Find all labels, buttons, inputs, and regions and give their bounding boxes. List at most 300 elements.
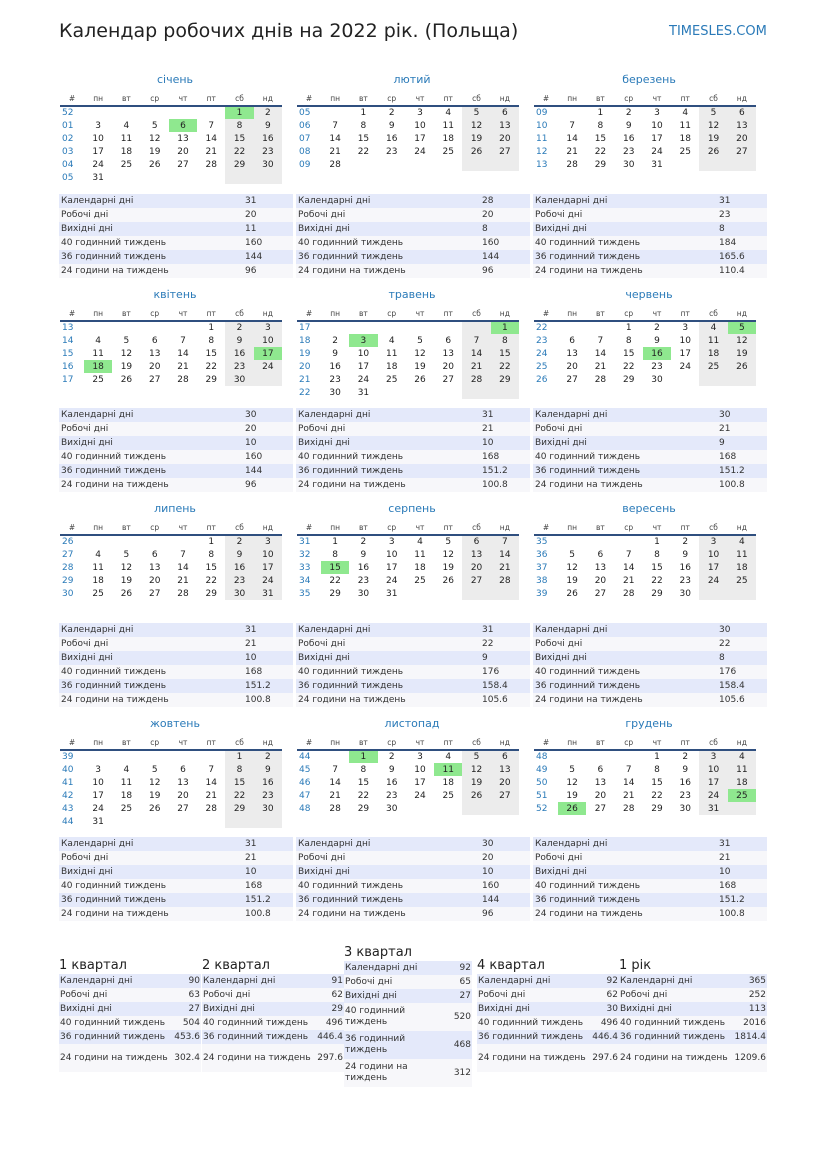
empty-cell xyxy=(586,535,614,548)
day-cell: 19 xyxy=(120,361,133,372)
month-name: лютий xyxy=(393,73,431,86)
week-row xyxy=(60,802,282,815)
week-row xyxy=(534,763,756,776)
day-cell: 8 xyxy=(332,549,338,560)
stat-value: 28 xyxy=(482,196,494,206)
stat-row xyxy=(296,450,530,464)
day-cell: 9 xyxy=(388,120,395,131)
weekday-header: # xyxy=(534,92,558,106)
stat-row xyxy=(296,865,530,879)
empty-cell xyxy=(197,815,225,828)
stat-label: Календарні дні xyxy=(620,975,693,986)
weekday-header: пт xyxy=(434,736,462,750)
day-cell: 18 xyxy=(92,575,104,586)
week-row xyxy=(534,587,756,600)
stat-value: 100.8 xyxy=(245,909,271,919)
brand-link[interactable]: TIMESLES.COM xyxy=(669,24,767,39)
day-cell: 26 xyxy=(148,159,161,170)
stat-row xyxy=(296,464,530,478)
weekday-header: пт xyxy=(197,521,225,535)
stat-row xyxy=(296,623,530,637)
stat-value: 22 xyxy=(719,639,731,649)
day-cell: 29 xyxy=(225,158,253,171)
day-cell: 25 xyxy=(120,159,133,170)
weekday-header: нд xyxy=(254,92,282,106)
stat-value: 520 xyxy=(453,1011,471,1022)
day-cell: 7 xyxy=(625,549,632,560)
week-number: 44 xyxy=(299,752,311,762)
weekday-header: # xyxy=(297,92,321,106)
week-row xyxy=(60,763,282,776)
stat-value: 21 xyxy=(245,639,257,649)
week-row xyxy=(534,776,756,789)
day-cell: 6 xyxy=(728,106,756,119)
weekday-header: # xyxy=(534,736,558,750)
day-cell: 12 xyxy=(120,348,133,359)
weekday-header: чт xyxy=(406,92,434,106)
stat-value: 96 xyxy=(482,266,494,276)
weekday-header: чт xyxy=(406,521,434,535)
empty-cell xyxy=(169,321,197,334)
day-cell: 28 xyxy=(566,159,578,170)
stat-row xyxy=(59,408,293,422)
day-cell: 14 xyxy=(566,133,578,144)
weekday-header: нд xyxy=(728,92,756,106)
stat-label: Календарні дні xyxy=(61,625,134,635)
stat-label: Вихідні дні xyxy=(61,653,113,663)
day-cell: 10 xyxy=(254,334,282,347)
week-row xyxy=(60,145,282,158)
stat-label: Робочі дні xyxy=(620,989,668,1000)
stat-value: 151.2 xyxy=(482,466,508,476)
day-cell: 19 xyxy=(120,575,133,586)
stat-value: 31 xyxy=(719,196,731,206)
day-cell: 7 xyxy=(625,764,632,775)
stat-label: Робочі дні xyxy=(478,989,526,1000)
stat-value: 31 xyxy=(245,196,257,206)
stat-label: 36 годинний тиждень xyxy=(61,252,167,262)
period-summary xyxy=(477,958,619,1072)
stat-value: 20 xyxy=(245,210,257,220)
period-summary xyxy=(344,945,472,1087)
weekday-header: вт xyxy=(349,521,377,535)
month-calendar xyxy=(60,716,290,828)
day-cell: 18 xyxy=(728,776,756,789)
day-cell: 13 xyxy=(442,348,454,359)
empty-cell xyxy=(699,158,727,171)
stat-label: 24 години на тиждень xyxy=(61,266,169,276)
stat-value: 96 xyxy=(245,266,257,276)
day-cell: 21 xyxy=(491,561,519,574)
day-cell: 20 xyxy=(594,790,607,801)
day-cell: 22 xyxy=(357,790,370,801)
day-cell: 30 xyxy=(225,587,253,600)
weekday-header: пт xyxy=(671,736,699,750)
day-cell: 8 xyxy=(208,335,215,346)
day-cell: 22 xyxy=(205,361,217,372)
day-cell: 3 xyxy=(417,108,423,118)
day-cell: 7 xyxy=(208,120,215,131)
stat-row xyxy=(533,236,767,250)
day-cell: 8 xyxy=(225,763,253,776)
day-cell: 10 xyxy=(357,348,370,359)
day-cell: 20 xyxy=(594,575,607,586)
stat-label: 24 години на тиждень xyxy=(61,480,169,490)
stat-row xyxy=(296,893,530,907)
day-cell: 27 xyxy=(566,374,578,385)
day-cell: 6 xyxy=(597,549,604,560)
week-number: 11 xyxy=(536,133,548,144)
week-number: 40 xyxy=(62,764,74,775)
day-cell: 30 xyxy=(225,373,253,386)
day-cell: 12 xyxy=(462,763,490,776)
stat-label: Вихідні дні xyxy=(61,224,113,234)
stat-label: Робочі дні xyxy=(535,639,583,649)
week-number: 38 xyxy=(536,575,548,586)
weekday-header: вт xyxy=(349,92,377,106)
day-cell: 8 xyxy=(225,119,253,132)
day-cell: 30 xyxy=(651,374,663,385)
day-cell: 21 xyxy=(177,575,189,586)
day-cell: 10 xyxy=(651,120,663,131)
week-row xyxy=(60,321,282,334)
stat-row xyxy=(533,264,767,278)
stat-row xyxy=(296,408,530,422)
stat-label: 40 годинний тиждень xyxy=(60,1017,166,1028)
stat-row xyxy=(202,974,344,988)
week-row xyxy=(534,132,756,145)
stat-value: 100.8 xyxy=(482,480,508,490)
day-cell: 2 xyxy=(360,537,367,547)
week-number: 36 xyxy=(536,549,548,560)
day-cell: 20 xyxy=(148,361,161,372)
empty-cell xyxy=(558,750,586,763)
stat-value: 504 xyxy=(182,1017,200,1028)
stat-label: Робочі дні xyxy=(61,853,109,863)
day-cell: 23 xyxy=(329,374,341,385)
day-cell: 25 xyxy=(385,374,398,385)
stat-value: 21 xyxy=(482,424,494,434)
weekday-header: нд xyxy=(254,736,282,750)
week-row xyxy=(534,360,756,373)
stat-value: 30 xyxy=(719,625,731,635)
stat-label: Календарні дні xyxy=(298,196,371,206)
stat-row xyxy=(59,1002,201,1016)
stat-label: Календарні дні xyxy=(535,839,608,849)
weekday-header: сб xyxy=(699,307,727,321)
day-cell: 5 xyxy=(417,335,423,346)
day-cell: 5 xyxy=(462,750,490,763)
day-cell: 25 xyxy=(699,360,727,373)
day-cell: 22 xyxy=(225,789,253,802)
period-summary xyxy=(619,958,767,1072)
stat-label: Робочі дні xyxy=(61,639,109,649)
stat-row xyxy=(59,865,293,879)
stat-value: 151.2 xyxy=(719,895,745,905)
month-calendar xyxy=(60,72,290,184)
day-cell: 25 xyxy=(442,790,454,801)
stat-value: 21 xyxy=(245,853,257,863)
weekday-header: чт xyxy=(643,736,671,750)
day-cell: 27 xyxy=(728,145,756,158)
day-cell: 23 xyxy=(225,574,253,587)
week-number: 05 xyxy=(299,108,311,118)
stat-label: 36 годинний тиждень xyxy=(298,895,404,905)
day-cell: 20 xyxy=(566,361,578,372)
stat-label: Вихідні дні xyxy=(61,438,113,448)
stat-value: 65 xyxy=(459,976,471,987)
empty-cell xyxy=(491,587,519,600)
weekday-header: чт xyxy=(406,736,434,750)
stat-row xyxy=(296,208,530,222)
week-number: 07 xyxy=(299,133,311,144)
day-cell: 7 xyxy=(332,120,338,131)
day-cell: 4 xyxy=(728,535,756,548)
day-cell: 8 xyxy=(208,549,215,560)
day-cell: 6 xyxy=(169,119,197,132)
day-cell: 13 xyxy=(491,763,519,776)
day-cell: 12 xyxy=(120,562,133,573)
stat-value: 105.6 xyxy=(482,695,508,705)
week-row xyxy=(297,106,519,119)
day-cell: 30 xyxy=(254,158,282,171)
day-cell: 9 xyxy=(332,348,338,359)
day-cell: 26 xyxy=(462,789,490,802)
day-cell: 19 xyxy=(728,347,756,360)
day-cell: 20 xyxy=(728,132,756,145)
day-cell: 24 xyxy=(254,360,282,373)
stat-value: 168 xyxy=(482,452,500,462)
day-cell: 27 xyxy=(594,588,607,599)
day-cell: 26 xyxy=(566,588,578,599)
day-cell: 27 xyxy=(491,789,519,802)
day-cell: 31 xyxy=(92,816,104,827)
weekday-header: вт xyxy=(586,307,614,321)
day-cell: 21 xyxy=(622,575,635,586)
day-cell: 29 xyxy=(594,159,607,170)
day-cell: 22 xyxy=(329,575,341,586)
stat-value: 31 xyxy=(719,839,731,849)
day-cell: 1 xyxy=(208,323,215,333)
week-number: 25 xyxy=(536,361,548,372)
stat-value: 168 xyxy=(719,452,737,462)
weekday-header: чт xyxy=(169,307,197,321)
day-cell: 14 xyxy=(622,562,635,573)
week-number: 52 xyxy=(536,803,548,814)
day-cell: 19 xyxy=(148,790,161,801)
weekday-header: нд xyxy=(491,307,519,321)
day-cell: 11 xyxy=(699,334,727,347)
stat-value: 168 xyxy=(245,667,263,677)
empty-cell xyxy=(671,158,699,171)
week-row xyxy=(297,587,519,600)
week-number: 45 xyxy=(299,764,311,775)
day-cell: 20 xyxy=(491,776,519,789)
stat-row xyxy=(344,1059,472,1087)
weekday-header: # xyxy=(60,521,84,535)
weekday-header: чт xyxy=(406,307,434,321)
weekday-header: пн xyxy=(84,307,112,321)
day-cell: 6 xyxy=(462,535,490,548)
weekday-header: пн xyxy=(558,521,586,535)
day-cell: 19 xyxy=(566,575,578,586)
stat-value: 468 xyxy=(453,1039,471,1050)
day-cell: 21 xyxy=(462,360,490,373)
stat-value: 151.2 xyxy=(245,681,271,691)
weekday-header: вт xyxy=(112,736,140,750)
day-cell: 14 xyxy=(462,347,490,360)
stat-value: 20 xyxy=(482,853,494,863)
stat-value: 158.4 xyxy=(719,681,745,691)
empty-cell xyxy=(491,386,519,399)
day-cell: 30 xyxy=(357,588,370,599)
day-cell: 6 xyxy=(445,335,452,346)
empty-cell xyxy=(84,106,112,119)
weekday-header: пт xyxy=(197,736,225,750)
day-cell: 3 xyxy=(254,321,282,334)
empty-cell xyxy=(197,106,225,119)
day-cell: 18 xyxy=(728,561,756,574)
stat-value: 31 xyxy=(245,625,257,635)
stat-value: 8 xyxy=(719,224,725,234)
period-stats xyxy=(344,961,472,1087)
day-cell: 5 xyxy=(151,764,158,775)
day-cell: 31 xyxy=(699,802,727,815)
week-row xyxy=(60,750,282,763)
day-cell: 13 xyxy=(594,777,607,788)
day-cell: 30 xyxy=(254,802,282,815)
stat-label: Вихідні дні xyxy=(298,224,350,234)
empty-cell xyxy=(141,171,169,184)
day-cell: 9 xyxy=(225,334,253,347)
day-cell: 13 xyxy=(177,133,189,144)
stat-label: 36 годинний тиждень xyxy=(61,895,167,905)
empty-cell xyxy=(671,373,699,386)
weekday-header: ср xyxy=(378,521,406,535)
stat-label: 40 годинний тиждень xyxy=(298,667,404,677)
stat-label: 24 години на тиждень xyxy=(203,1052,311,1063)
empty-cell xyxy=(254,171,282,184)
stat-label: 36 годинний тиждень xyxy=(298,252,404,262)
day-cell: 27 xyxy=(177,159,189,170)
month-calendar xyxy=(297,716,527,815)
day-cell: 26 xyxy=(120,374,133,385)
month-stats xyxy=(296,408,530,492)
day-cell: 22 xyxy=(622,361,635,372)
day-cell: 11 xyxy=(728,763,756,776)
week-number: 23 xyxy=(536,335,548,346)
month-calendar xyxy=(297,72,527,171)
empty-cell xyxy=(462,802,490,815)
stat-label: 36 годинний тиждень xyxy=(203,1031,309,1042)
stat-label: Вихідні дні xyxy=(535,867,587,877)
week-row xyxy=(60,574,282,587)
week-number: 13 xyxy=(62,323,74,333)
month-calendar xyxy=(297,287,527,399)
day-cell: 2 xyxy=(388,752,395,762)
day-cell: 30 xyxy=(622,159,635,170)
stat-value: 21 xyxy=(719,424,731,434)
empty-cell xyxy=(406,587,434,600)
day-cell: 29 xyxy=(329,588,341,599)
day-cell: 18 xyxy=(84,360,112,373)
week-number: 52 xyxy=(62,108,74,118)
week-row xyxy=(60,587,282,600)
weekday-header: пн xyxy=(558,307,586,321)
day-cell: 22 xyxy=(651,575,663,586)
day-cell: 5 xyxy=(569,764,575,775)
stat-value: 184 xyxy=(719,238,737,248)
empty-cell xyxy=(462,386,490,399)
day-cell: 14 xyxy=(491,548,519,561)
stat-label: 40 годинний тиждень xyxy=(61,238,167,248)
stat-label: 36 годинний тиждень xyxy=(60,1031,166,1042)
stat-label: Вихідні дні xyxy=(60,1003,112,1014)
week-number: 20 xyxy=(299,361,311,372)
month-calendar xyxy=(534,501,764,600)
weekday-header: вт xyxy=(112,92,140,106)
day-cell: 6 xyxy=(491,106,519,119)
day-cell: 4 xyxy=(417,537,423,547)
stat-row xyxy=(296,478,530,492)
stat-row xyxy=(533,837,767,851)
day-cell: 2 xyxy=(682,752,689,762)
day-cell: 3 xyxy=(95,764,101,775)
day-cell: 1 xyxy=(225,750,253,763)
stat-value: 446.4 xyxy=(592,1031,618,1042)
stat-row xyxy=(533,464,767,478)
day-cell: 4 xyxy=(123,120,130,131)
stat-row xyxy=(533,637,767,651)
stat-label: Вихідні дні xyxy=(478,1003,530,1014)
day-cell: 5 xyxy=(699,106,727,119)
weekday-header: пн xyxy=(321,307,349,321)
weekday-header: ср xyxy=(615,736,643,750)
day-cell: 22 xyxy=(357,146,370,157)
month-name: квітень xyxy=(153,288,197,301)
week-row xyxy=(297,321,519,334)
week-row xyxy=(297,535,519,548)
day-cell: 9 xyxy=(388,764,395,775)
stat-value: 10 xyxy=(719,867,731,877)
week-row xyxy=(297,776,519,789)
stat-label: Робочі дні xyxy=(61,210,109,220)
month-stats xyxy=(59,837,293,921)
empty-cell xyxy=(406,158,434,171)
stat-label: 24 години на тиждень xyxy=(298,695,406,705)
empty-cell xyxy=(462,587,490,600)
day-cell: 29 xyxy=(491,373,519,386)
weekday-header: пн xyxy=(321,521,349,535)
stat-label: Календарні дні xyxy=(60,975,133,986)
empty-cell xyxy=(728,158,756,171)
month-name: серпень xyxy=(388,502,436,515)
day-cell: 17 xyxy=(385,562,398,573)
stat-value: 21 xyxy=(719,853,731,863)
day-cell: 25 xyxy=(442,146,454,157)
day-cell: 3 xyxy=(682,323,689,333)
stat-value: 30 xyxy=(482,839,494,849)
day-cell: 28 xyxy=(462,373,490,386)
stat-value: 168 xyxy=(719,881,737,891)
day-cell: 15 xyxy=(225,132,253,145)
stat-row xyxy=(59,1044,201,1072)
day-cell: 30 xyxy=(329,387,341,398)
day-cell: 10 xyxy=(414,764,426,775)
stat-row xyxy=(619,1016,767,1030)
stat-value: 365 xyxy=(748,975,766,986)
day-cell: 12 xyxy=(442,549,454,560)
